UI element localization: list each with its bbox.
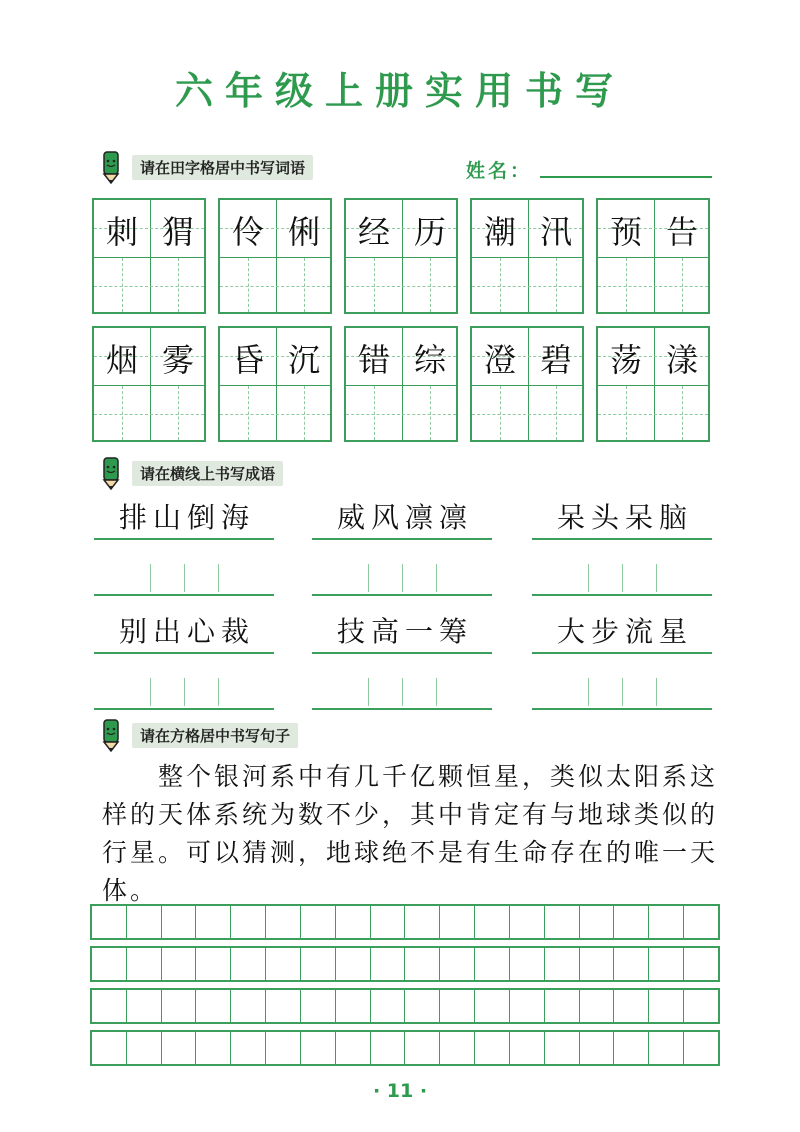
word-box	[470, 198, 584, 314]
word-char: 俐	[287, 213, 320, 251]
idiom-char: 技	[336, 615, 365, 648]
word-char: 烟	[105, 341, 138, 379]
idiom-char: 呆	[624, 501, 653, 534]
word-char: 昏	[231, 341, 264, 379]
word-box	[596, 326, 710, 442]
writing-grid-row[interactable]	[90, 946, 720, 982]
idiom-char: 流	[624, 615, 653, 648]
word-char: 经	[357, 213, 390, 251]
pencil-icon	[96, 456, 126, 490]
name-input-line[interactable]	[540, 176, 712, 178]
pencil-icon	[96, 150, 126, 184]
idiom-char: 心	[186, 615, 215, 648]
word-char: 错	[357, 341, 390, 379]
word-char: 猬	[161, 213, 194, 251]
word-char: 刺	[105, 213, 138, 251]
word-box	[344, 326, 458, 442]
section-label: 请在方格居中书写句子	[132, 723, 298, 748]
idiom-char: 大	[556, 615, 585, 648]
writing-grid-row[interactable]	[90, 988, 720, 1024]
word-char: 澄	[483, 341, 516, 379]
writing-grid-row[interactable]	[90, 904, 720, 940]
word-char: 沉	[287, 341, 320, 379]
page-title: 六年级上册实用书写	[174, 69, 625, 113]
section-header-idioms	[96, 456, 283, 490]
word-char: 荡	[609, 341, 642, 379]
word-box	[92, 198, 206, 314]
section-label: 请在横线上书写成语	[132, 461, 283, 486]
idiom-char: 星	[658, 615, 687, 648]
idiom-char: 倒	[186, 501, 215, 534]
idiom-char: 排	[118, 501, 147, 534]
pencil-icon	[96, 718, 126, 752]
name-label: 姓名：	[466, 160, 533, 182]
writing-grid-row[interactable]	[90, 1030, 720, 1066]
writing-line[interactable]	[312, 594, 492, 596]
writing-line[interactable]	[94, 594, 274, 596]
writing-line[interactable]	[312, 708, 492, 710]
idiom-char: 风	[370, 501, 399, 534]
word-char: 历	[413, 213, 446, 251]
idiom-char: 脑	[658, 501, 687, 534]
word-char: 汛	[539, 213, 572, 251]
idiom-char: 山	[152, 501, 181, 534]
section-label: 请在田字格居中书写词语	[132, 155, 313, 180]
writing-line[interactable]	[532, 708, 712, 710]
idiom-char: 筹	[438, 615, 467, 648]
idiom-char: 呆	[556, 501, 585, 534]
word-box	[470, 326, 584, 442]
idiom-char: 步	[590, 615, 619, 648]
idiom-char: 威	[336, 501, 365, 534]
word-box	[344, 198, 458, 314]
word-char: 潮	[483, 213, 516, 251]
idiom-char: 别	[118, 615, 147, 648]
idiom-char: 凛	[438, 501, 467, 534]
writing-line[interactable]	[94, 708, 274, 710]
idiom-char: 头	[590, 501, 619, 534]
word-char: 综	[413, 341, 446, 379]
section-header-words	[96, 150, 313, 184]
word-box	[596, 198, 710, 314]
model-sentence: 整个银河系中有几千亿颗恒星，类似太阳系这样的天体系统为数不少，其中肯定有与地球类似的行星。可以猜测，地球绝不是有生命存在的唯一天体。	[102, 762, 719, 905]
word-box	[218, 198, 332, 314]
word-char: 漾	[665, 341, 698, 379]
word-char: 伶	[231, 213, 264, 251]
word-char: 告	[665, 213, 698, 251]
idiom-char: 高	[370, 615, 399, 648]
word-char: 碧	[539, 341, 572, 379]
idiom-char: 裁	[220, 615, 249, 648]
word-char: 预	[609, 213, 642, 251]
idiom-char: 海	[220, 501, 249, 534]
word-box	[218, 326, 332, 442]
page-number: · 11 ·	[372, 1080, 428, 1102]
idiom-char: 凛	[404, 501, 433, 534]
idiom-char: 出	[152, 615, 181, 648]
idiom-char: 一	[404, 615, 433, 648]
word-box	[92, 326, 206, 442]
writing-line[interactable]	[532, 594, 712, 596]
section-header-sentence	[96, 718, 298, 752]
word-char: 雾	[161, 341, 194, 379]
